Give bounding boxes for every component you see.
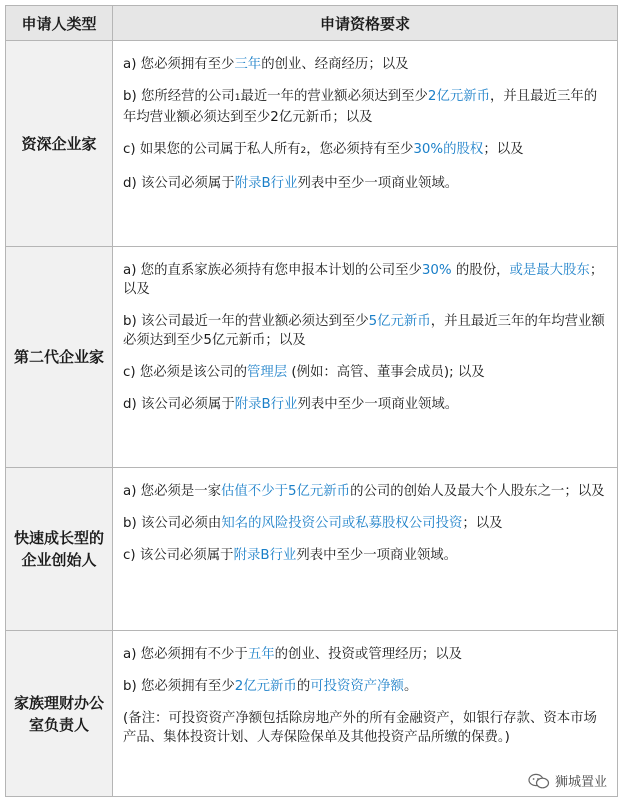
requirement-item (123, 312, 607, 350)
applicant-type-cell: 资深企业家 (6, 41, 113, 247)
table-header-row (6, 6, 618, 41)
requirement-text: 的股份， (451, 263, 510, 278)
highlight-text: 估值不少于5亿元新币 (221, 484, 351, 499)
requirement-item (123, 709, 607, 747)
requirement-text: 的创业、经商经历；以及 (261, 57, 409, 72)
requirement-text: ，您必须持有至少 (306, 142, 414, 157)
highlight-text: 2亿元新币 (234, 679, 297, 694)
requirement-text: ；以及 (123, 263, 604, 297)
requirement-text: 列表中至少一项商业领域。 (297, 397, 459, 412)
requirement-item (123, 514, 607, 533)
requirement-text: 。 (403, 679, 418, 694)
table-row (6, 247, 618, 468)
applicant-type-cell (6, 631, 113, 797)
requirement-item (123, 546, 607, 565)
requirement-item (123, 482, 607, 501)
requirement-text: a) 您必须拥有不少于 (123, 647, 248, 662)
highlight-text: 附录B行业 (233, 548, 297, 563)
highlight-text: 知名的风险投资公司或私募股权公司投资 (221, 516, 463, 531)
highlight-text: 管理层 (246, 365, 288, 380)
highlight-text: 三年 (234, 57, 262, 72)
requirement-item (123, 140, 607, 161)
requirement-item (123, 677, 607, 696)
requirements-cell (113, 468, 618, 631)
footnote-mark: 1 (234, 93, 241, 103)
requirement-text: d) 该公司必须属于 (123, 397, 235, 412)
requirement-text: (备注：可投资资产净额包括除房地产外的所有金融资产，如银行存款、资本市场产品、集体投资计划、人寿保险保单及其他投资产品所缴的保费。) (123, 711, 597, 745)
requirement-text: 列表中至少一项商业领域。 (296, 548, 458, 563)
requirement-text: a) 您的直系家族必须持有您申报本计划的公司至少 (123, 263, 422, 278)
requirement-text: b) 您所经营的公司 (123, 89, 235, 104)
requirement-text: c) 该公司必须属于 (123, 548, 234, 563)
requirement-text: ，并且最近三年的年均营业额必须达到至少2亿元新币；以及 (123, 89, 598, 125)
footnote-mark: 2 (300, 146, 307, 156)
requirement-item (123, 363, 607, 382)
requirements-cell (113, 41, 618, 247)
highlight-text: 30%的股权 (413, 142, 484, 157)
wechat-icon (528, 773, 550, 789)
requirement-text: 列表中至少一项商业领域。 (297, 176, 459, 191)
requirement-text: a) 您必须拥有至少 (123, 57, 235, 72)
applicant-type-text: 快速成长型的企业创始人 (14, 529, 105, 569)
requirement-text: c) 如果您的公司属于私人所有 (123, 142, 301, 157)
table-row (6, 41, 618, 247)
requirement-item (123, 55, 607, 74)
requirement-text: 的 (296, 679, 311, 694)
highlight-text: 五年 (247, 647, 275, 662)
requirement-text: ，并且最近三年的年均营业额必须达到至少5亿元新币；以及 (123, 314, 605, 348)
requirement-item (123, 261, 607, 299)
watermark (528, 771, 607, 790)
table-row (6, 468, 618, 631)
header-applicant-type: 申请人类型 (6, 6, 113, 41)
applicant-type-cell: 第二代企业家 (6, 247, 113, 468)
watermark-text: 狮城置业 (554, 775, 607, 790)
requirement-text: c) 您必须是该公司的 (123, 365, 247, 380)
requirement-text: 的创业、投资或管理经历；以及 (274, 647, 463, 662)
requirement-text: (例如：高管、董事会成员); 以及 (287, 365, 485, 380)
requirement-text: b) 您必须拥有至少 (123, 679, 235, 694)
highlight-text: 2亿元新币 (427, 89, 491, 104)
requirements-table (5, 5, 618, 797)
applicant-type-cell (6, 468, 113, 631)
requirement-text: 最近一年的营业额必须达到至少 (240, 89, 428, 104)
requirements-cell (113, 247, 618, 468)
highlight-text: 5亿元新币 (368, 314, 431, 329)
requirement-item (123, 174, 607, 193)
table-row (6, 631, 618, 797)
requirement-item (123, 645, 607, 664)
highlight-text: 或是最大股东 (509, 263, 590, 278)
requirement-text: b) 该公司最近一年的营业额必须达到至少 (123, 314, 369, 329)
requirement-text: ；以及 (462, 516, 503, 531)
highlight-text: 可投资资产净额 (310, 679, 404, 694)
highlight-text: 30% (421, 263, 452, 278)
requirement-text: a) 您必须是一家 (123, 484, 222, 499)
requirement-text: b) 该公司必须由 (123, 516, 222, 531)
highlight-text: 附录B行业 (234, 176, 298, 191)
header-requirements: 申请资格要求 (113, 6, 618, 41)
requirement-text: ；以及 (483, 142, 524, 157)
applicant-type-text: 家族理财办公室负责人 (14, 693, 105, 734)
requirement-item (123, 87, 607, 127)
requirement-text: 的公司的创始人及最大个人股东之一；以及 (350, 484, 605, 499)
requirement-item (123, 395, 607, 414)
requirement-text: d) 该公司必须属于 (123, 176, 235, 191)
highlight-text: 附录B行业 (234, 397, 298, 412)
